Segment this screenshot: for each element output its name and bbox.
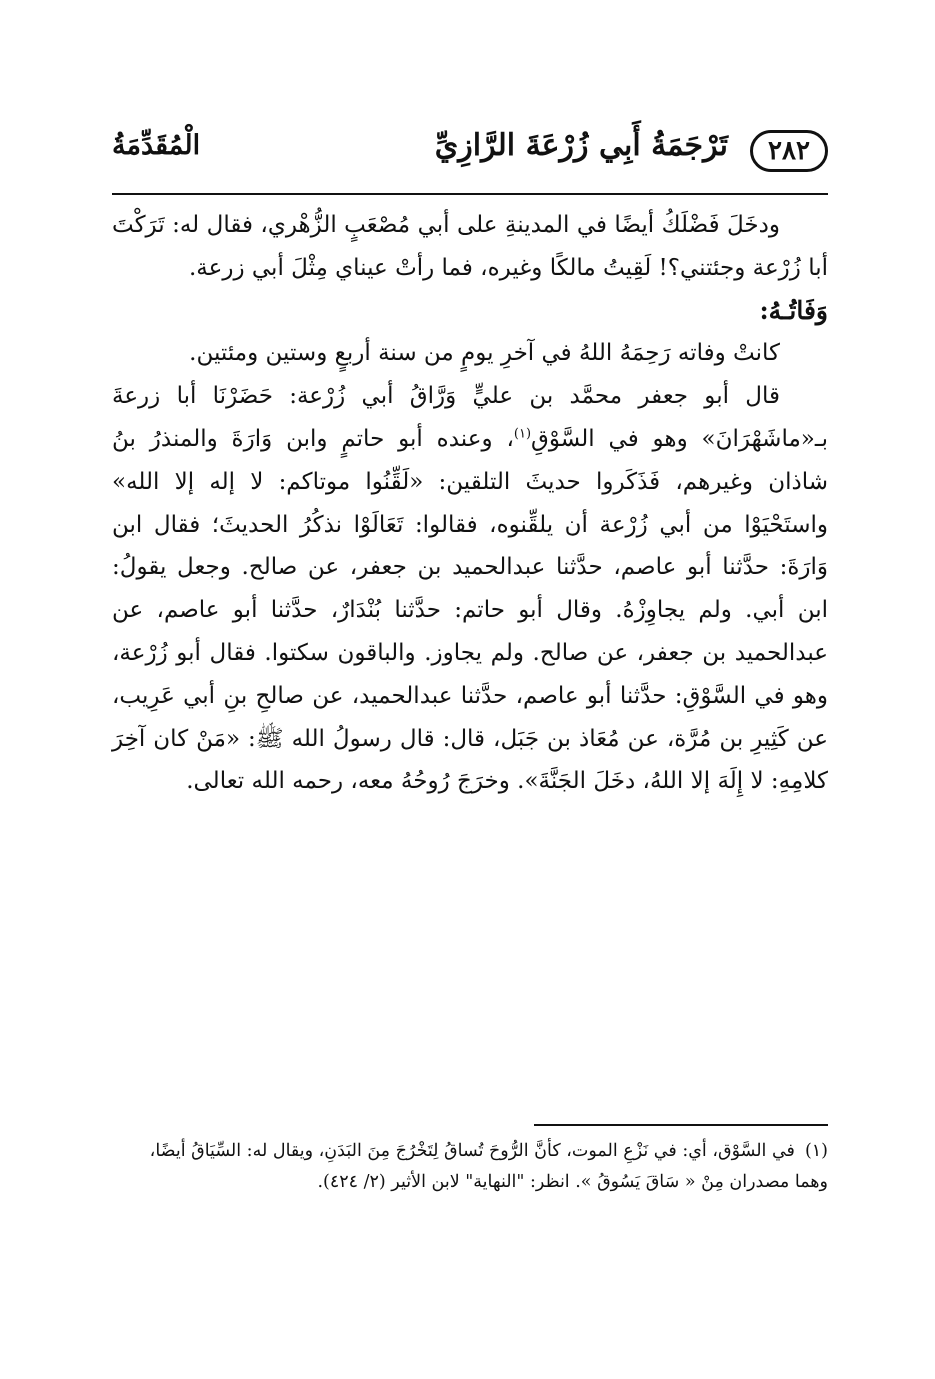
footnote-number: (١) [804, 1141, 828, 1161]
footnote [112, 1136, 828, 1198]
section-heading-death: وَفَاتُـهُ: [759, 295, 828, 325]
page-number-badge [750, 130, 828, 172]
page-number: ٢٨٢ [768, 136, 810, 166]
paragraph-death-date: كانتْ وفاته رَحِمَهُ اللهُ في آخرِ يومٍ من سنة أربعٍ وستين ومئتين. [189, 340, 780, 367]
death-story-part-1: قال أبو جعفر محمَّد بن عليٍّ وَرَّاقُ أبي زُرْعة: حَضَرْنَا أبا زرعةَ بـ«ماشَهْرَانَ» وهو في السَّوْقِ [112, 383, 828, 452]
main-text [112, 204, 828, 803]
footnote-rule [534, 1124, 828, 1126]
section-name: الْمُقَدِّمَةُ [112, 130, 201, 161]
paragraph-death-story [112, 375, 828, 803]
paragraph-fadlak: ودخَلَ فَضْلَكُ أيضًا في المدينةِ على أبي مُصْعَبٍ الزُّهْري، فقال له: تَرَكْتَ أبا زُرْعة وجئتني؟! لَقِيتُ مالكًا وغيره، فما رأتْ عيناي مِثْلَ أبي زرعة. [112, 212, 828, 281]
page-header [112, 126, 828, 186]
running-title: تَرْجَمَةُ أَبِي زُرْعَةَ الرَّازِيِّ [434, 128, 728, 163]
death-story-part-2: ، وعنده أبو حاتمٍ وابن وَارَةَ والمنذرُ بنُ شاذان وغيرهم، فَذَكَروا حديثَ التلقين: «لَقِّنُوا موتاكم: لا إله إلا الله» واستَحْيَوْا من أبي زُرْعة أن يلقِّنوه، فقالوا: تَعَالَوْا نذكُرُ الحديثَ؛ فقال ابن وَارَةَ: حدَّثنا أبو عاصم، حدَّثنا عبدالحميد بن جعفر، عن صالح. وجعل يقولُ: ابن أبي. ولم يجاوِزْهُ. وقال أبو حاتم: حدَّثنا بُنْدَارٌ، حدَّثنا أبو عاصم، عن عبدالحميد بن جعفر، عن صالح. ولم يجاوز. والباقون سكتوا. فقال أبو زُرْعة، وهو في السَّوْقِ: حدَّثنا أبو عاصم، حدَّثنا عبدالحميد، عن صالحِ بنِ أبي عَرِيب، عن كَثِيرِ بن مُرَّة، عن مُعَاذ بن جَبَل، قال: قال رسولُ الله ﷺ: «مَنْ كان آخِرَ كلامِهِ: لا إِلَهَ إلا اللهُ، دخَلَ الجَنَّةَ». وخرَجَ رُوحُهُ معه، رحمه الله تعالى. [112, 425, 828, 795]
header-rule [112, 193, 828, 195]
footnote-marker: (١) [513, 426, 532, 442]
footnote-text: في السَّوْق، أي: في نَزْعِ الموت، كأنَّ الرُّوحَ تُساقُ لِتَخْرُجَ مِنَ البَدَنِ، ويقال له: السِّيَاقُ أيضًا، وهما مصدران مِنْ « سَاقَ يَسُوقُ ». انظر: "النهاية" لابن الأثير (٢/ ٤٢٤). [149, 1141, 828, 1192]
